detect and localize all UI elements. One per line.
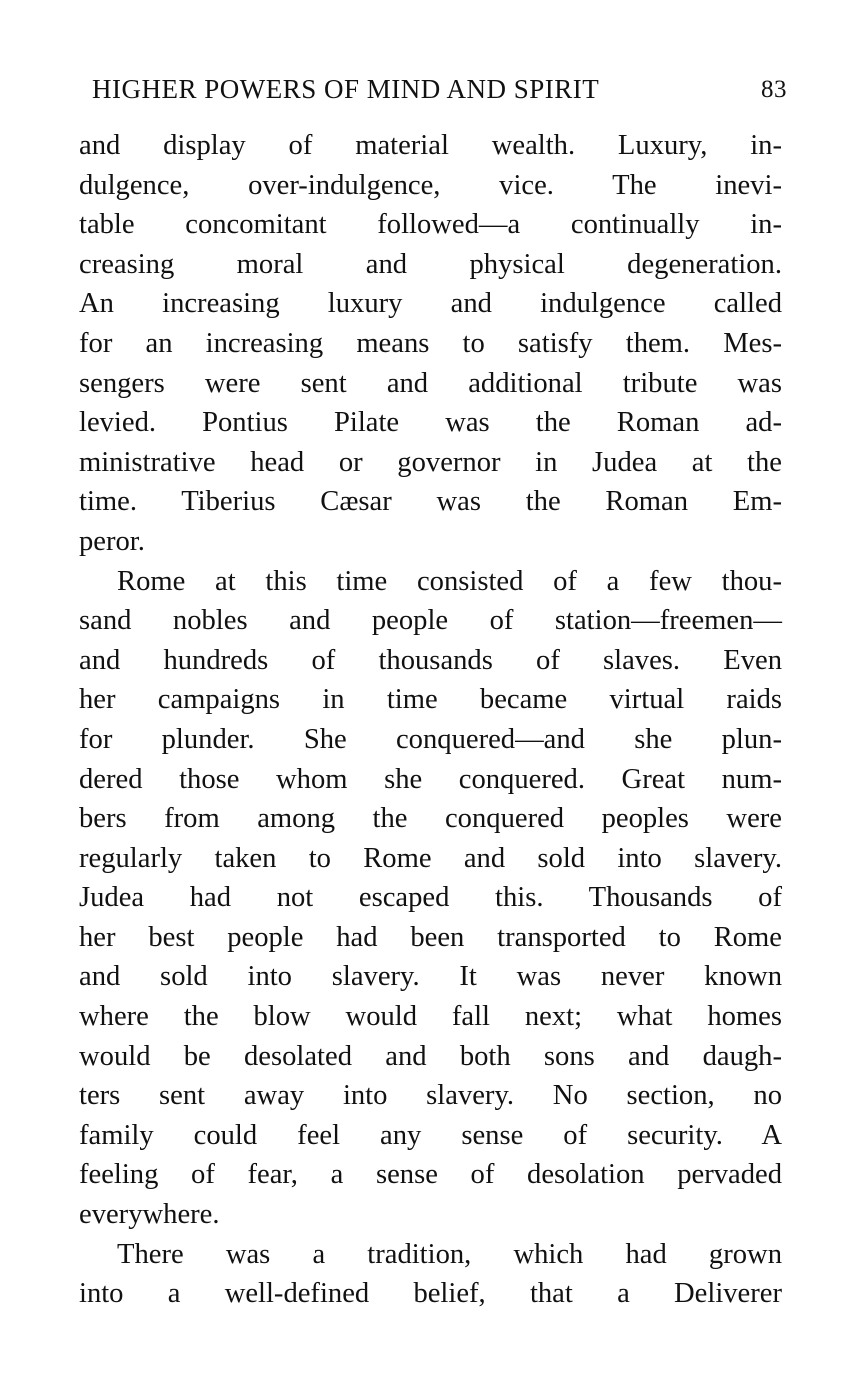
text-line: and sold into slavery. It was never known <box>79 961 782 993</box>
text-line: feeling of fear, a sense of desolation pervaded <box>79 1159 782 1191</box>
text-line: her campaigns in time became virtual raids <box>79 684 782 716</box>
text-line: sand nobles and people of station—freemen— <box>79 605 782 637</box>
text-line: family could feel any sense of security. A <box>79 1119 782 1151</box>
text-line: and hundreds of thousands of slaves. Even <box>79 644 782 676</box>
running-head-title: HIGHER POWERS OF MIND AND SPIRIT <box>92 74 600 104</box>
text-line: An increasing luxury and indulgence called <box>79 288 782 320</box>
text-line: regularly taken to Rome and sold into slavery. <box>79 842 782 874</box>
text-line: into a well-defined belief, that a Deliverer <box>79 1278 782 1310</box>
body-text <box>79 126 782 1314</box>
text-line: table concomitant followed—a continually in- <box>79 209 782 241</box>
paragraph <box>79 126 782 562</box>
running-head <box>92 74 787 110</box>
text-line: peror. <box>79 525 145 557</box>
paragraph <box>79 562 782 1235</box>
text-line: bers from among the conquered peoples were <box>79 803 782 835</box>
text-line: for an increasing means to satisfy them. Mes- <box>79 327 782 359</box>
text-line: everywhere. <box>79 1199 220 1231</box>
text-line: There was a tradition, which had grown <box>117 1238 782 1270</box>
page-number: 83 <box>761 76 787 103</box>
paragraph <box>79 1235 782 1314</box>
text-line: dered those whom she conquered. Great num- <box>79 763 782 795</box>
text-line: where the blow would fall next; what homes <box>79 1001 782 1033</box>
text-line: would be desolated and both sons and daugh- <box>79 1040 782 1072</box>
text-line: creasing moral and physical degeneration. <box>79 248 782 280</box>
text-line: and display of material wealth. Luxury, in- <box>79 130 782 161</box>
text-line: dulgence, over-indulgence, vice. The inevi- <box>79 169 782 201</box>
text-line: Rome at this time consisted of a few thou- <box>117 565 782 597</box>
text-line: sengers were sent and additional tribute was <box>79 367 782 399</box>
text-line: for plunder. She conquered—and she plun- <box>79 723 782 755</box>
text-line: levied. Pontius Pilate was the Roman ad- <box>79 407 782 439</box>
text-line: time. Tiberius Cæsar was the Roman Em- <box>79 486 782 518</box>
text-line: ministrative head or governor in Judea at the <box>79 446 782 478</box>
text-line: Judea had not escaped this. Thousands of <box>79 882 782 914</box>
text-line: ters sent away into slavery. No section, no <box>79 1080 782 1112</box>
text-line: her best people had been transported to Rome <box>79 921 782 953</box>
